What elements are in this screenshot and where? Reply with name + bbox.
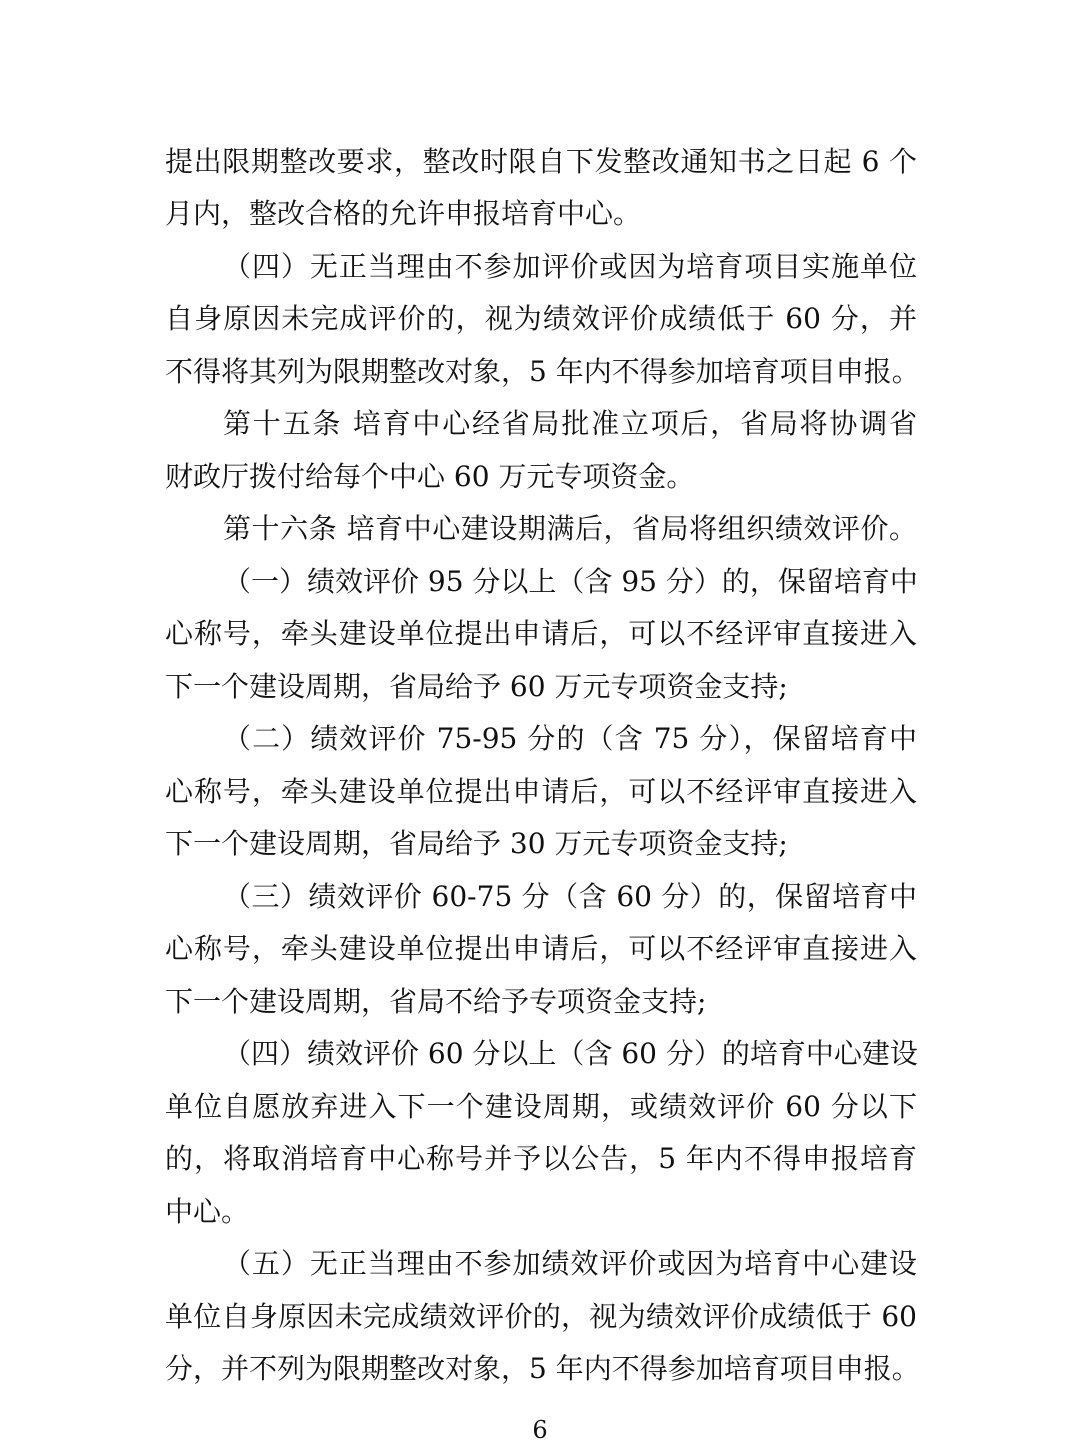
text-line: 单位自愿放弃进入下一个建设周期，或绩效评价 60 分以下	[165, 1090, 917, 1123]
text-line: 第十六条 培育中心建设期满后，省局将组织绩效评价。	[223, 512, 917, 545]
text-line: （四）无正当理由不参加评价或因为培育项目实施单位	[223, 250, 917, 283]
text-line: 单位自身原因未完成绩效评价的，视为绩效评价成绩低于 60	[165, 1300, 917, 1333]
text-line: 不得将其列为限期整改对象，5 年内不得参加培育项目申报。	[165, 355, 920, 388]
text-line: （五）无正当理由不参加绩效评价或因为培育中心建设	[223, 1247, 917, 1280]
text-line: 心称号，牵头建设单位提出申请后，可以不经评审直接进入	[165, 775, 917, 808]
text-line: 自身原因未完成评价的，视为绩效评价成绩低于 60 分，并	[165, 302, 917, 335]
text-line: （三）绩效评价 60-75 分（含 60 分）的，保留培育中	[223, 880, 917, 913]
text-line: 的，将取消培育中心称号并予以公告，5 年内不得申报培育	[165, 1142, 917, 1175]
text-line: （二）绩效评价 75-95 分的（含 75 分），保留培育中	[223, 722, 917, 755]
text-line: 心称号，牵头建设单位提出申请后，可以不经评审直接进入	[165, 932, 917, 965]
text-line: 下一个建设周期，省局不给予专项资金支持;	[165, 985, 707, 1018]
text-line: 下一个建设周期，省局给予 60 万元专项资金支持;	[165, 670, 788, 703]
page-number: 6	[532, 1416, 548, 1444]
text-line: 下一个建设周期，省局给予 30 万元专项资金支持;	[165, 827, 788, 860]
text-line: （一）绩效评价 95 分以上（含 95 分）的，保留培育中	[223, 565, 918, 598]
text-line: 分，并不列为限期整改对象，5 年内不得参加培育项目申报。	[165, 1352, 920, 1385]
text-line: 财政厅拨付给每个中心 60 万元专项资金。	[165, 460, 695, 493]
text-line: （四）绩效评价 60 分以上（含 60 分）的培育中心建设	[223, 1037, 918, 1070]
text-line: 第十五条 培育中心经省局批准立项后，省局将协调省	[223, 407, 917, 440]
text-line: 月内，整改合格的允许申报培育中心。	[165, 197, 642, 230]
text-line: 中心。	[165, 1195, 250, 1228]
text-line: 提出限期整改要求，整改时限自下发整改通知书之日起 6 个	[165, 145, 917, 178]
text-line: 心称号，牵头建设单位提出申请后，可以不经评审直接进入	[165, 617, 917, 650]
